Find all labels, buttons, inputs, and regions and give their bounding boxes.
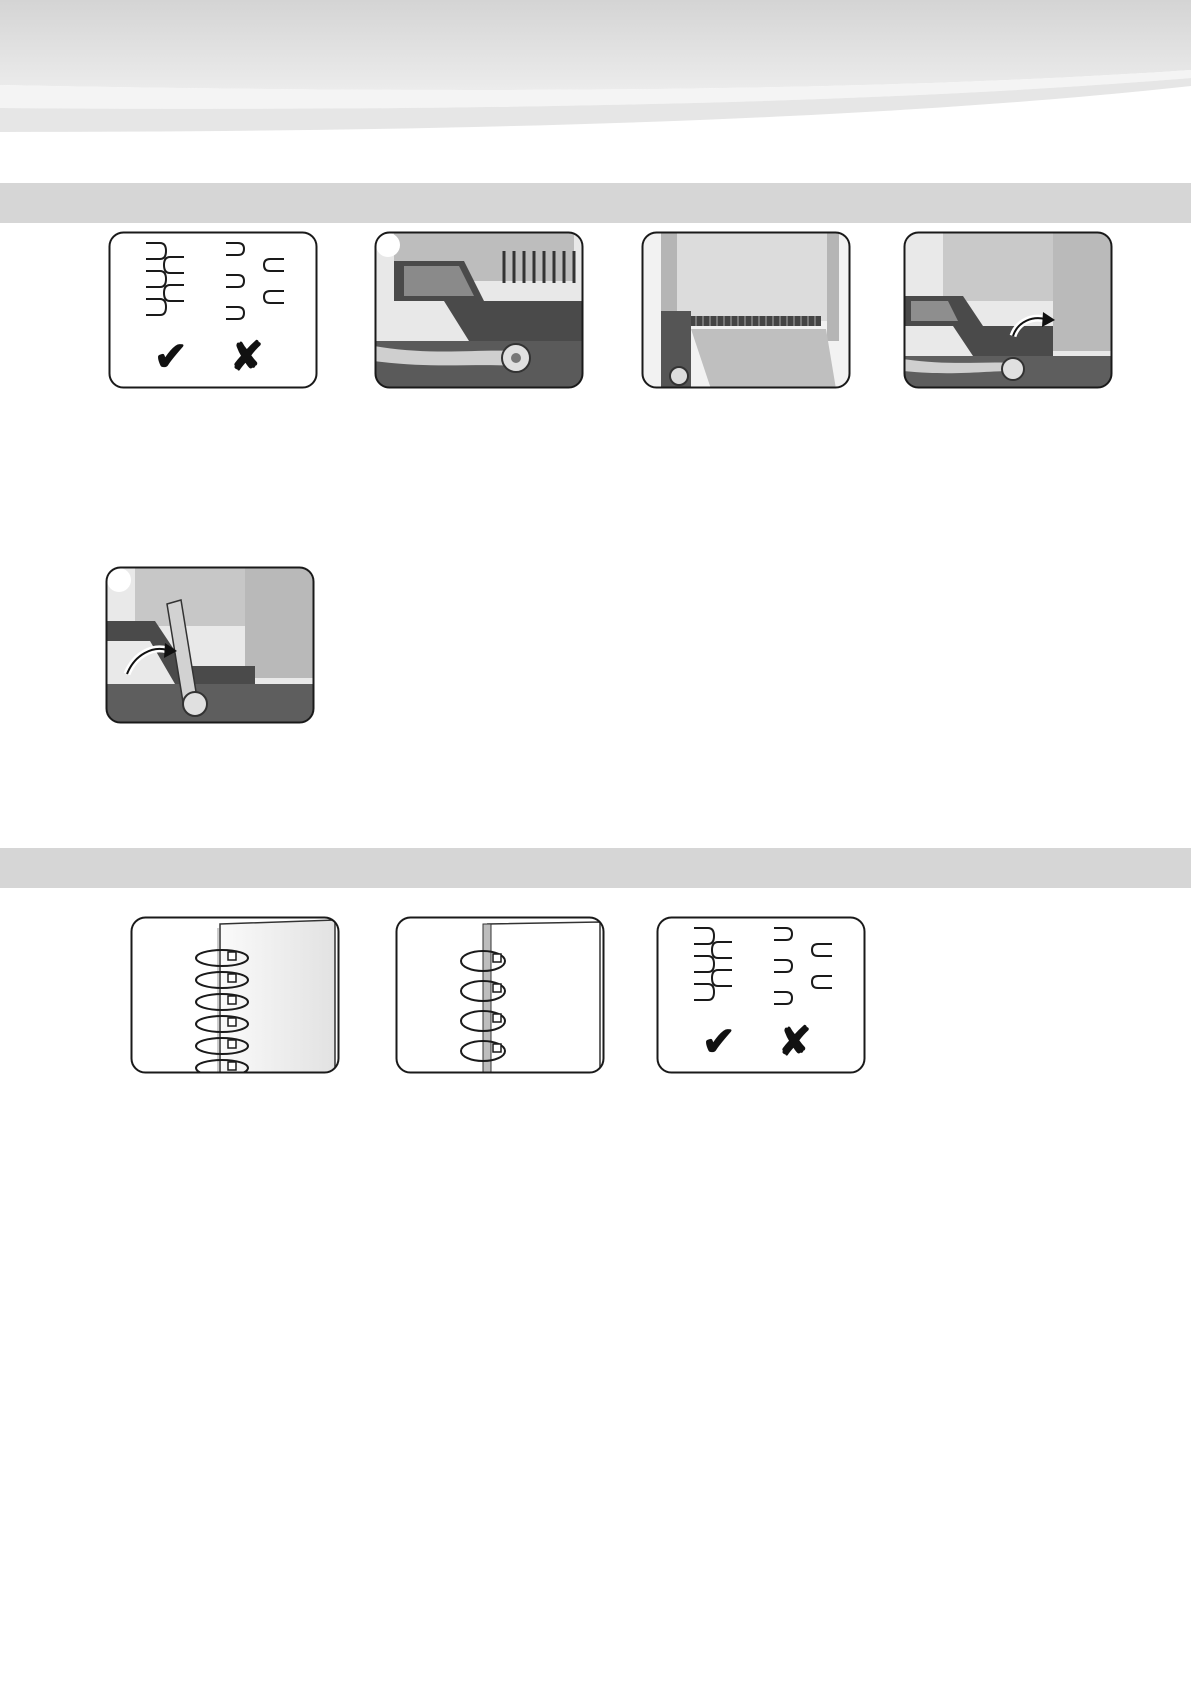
raise-lever-figure (105, 566, 315, 724)
header-swoosh (0, 0, 1191, 140)
wire-coil-side-figure (395, 916, 605, 1074)
section-band-2 (0, 848, 1191, 888)
wire-coil-front-figure (130, 916, 340, 1074)
coil-alignment-correct-incorrect-figure (656, 916, 866, 1074)
comb-opener-lever-figure (374, 231, 584, 389)
incorrect-cross-icon: ✘ (230, 335, 264, 379)
close-comb-arrow-figure (903, 231, 1113, 389)
correct-check-icon: ✔ (154, 335, 188, 379)
incorrect-cross-icon: ✘ (778, 1020, 812, 1064)
correct-check-icon: ✔ (702, 1020, 736, 1064)
section-band-1 (0, 183, 1191, 223)
spine-alignment-correct-incorrect-figure (108, 231, 318, 389)
insert-pages-figure (641, 231, 851, 389)
